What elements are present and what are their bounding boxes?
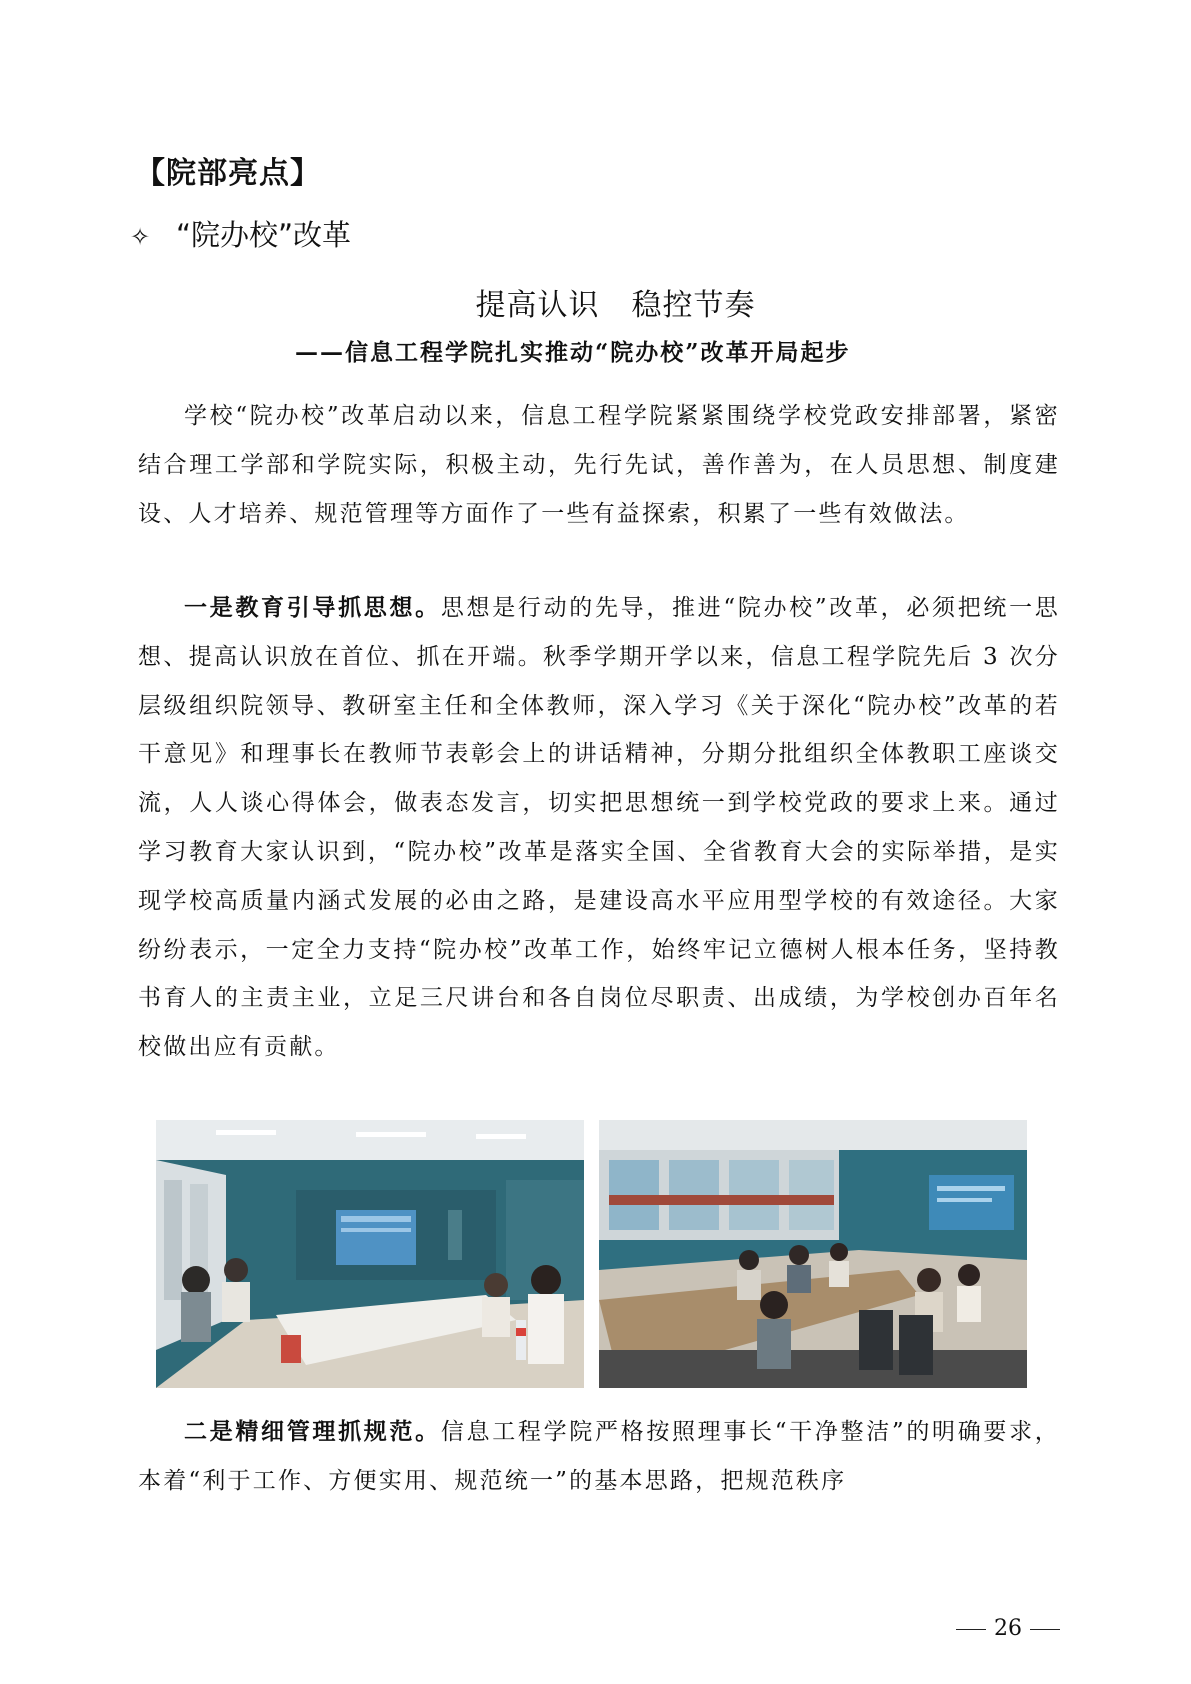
article-subtitle: ——信息工程学院扎实推动“院办校”改革开局起步 xyxy=(295,339,851,366)
meeting-photo-2 xyxy=(599,1120,1027,1388)
page-number-value: 26 xyxy=(994,1616,1022,1641)
meeting-photo-1 xyxy=(156,1120,584,1388)
paragraph-management xyxy=(138,1408,1060,1506)
paragraph-lead: 二是精细管理抓规范。 xyxy=(184,1418,441,1445)
article-title-part2: 稳控节奏 xyxy=(631,288,756,323)
page-number xyxy=(948,1616,1068,1641)
paragraph-education xyxy=(138,584,1060,1072)
paragraph-body: 信息工程学院严格按照理事长“干净整洁”的明确要求，本着“利于工作、方便实用、规范统一”的基本思路，把规范秩序 xyxy=(138,1419,1060,1494)
sub-item-label: “院办校”改革 xyxy=(176,218,352,252)
dash-right-icon xyxy=(1030,1629,1060,1630)
paragraph-body: 思想是行动的先导，推进“院办校”改革，必须把统一思想、提高认识放在首位、抓在开端。秋季学期开学以来，信息工程学院先后 3 次分层级组织院领导、教研室主任和全体教师，深入学习《关于深化“院办校”改革的若干意见》和理事长在教师节表彰会上的讲话精神，分期分批组织全体教职工座谈交流，人人谈心得体会，做表态发言，切实把思想统一到学校党政的要求上来。通过学习教育大家认识到，“院办校”改革是落实全国、全省教育大会的实际举措，是实现学校高质量内涵式发展的必由之路，是建设高水平应用型学校的有效途径。大家纷纷表示，一定全力支持“院办校”改革工作，始终牢记立德树人根本任务，坚持教书育人的主责主业，立足三尺讲台和各自岗位尽职责、出成绩，为学校创办百年名校做出应有贡献。 xyxy=(138,595,1060,1061)
diamond-bullet-icon: ✧ xyxy=(130,223,151,251)
article-title xyxy=(0,280,1191,324)
article-title-part1: 提高认识 xyxy=(475,288,600,323)
intro-paragraph: 学校“院办校”改革启动以来，信息工程学院紧紧围绕学校党政安排部署，紧密结合理工学部和学院实际，积极主动，先行先试，善作善为，在人员思想、制度建设、人才培养、规范管理等方面作了一些有益探索，积累了一些有效做法。 xyxy=(138,403,1060,527)
paragraph-lead: 一是教育引导抓思想。 xyxy=(184,594,441,621)
section-heading: 【院部亮点】 xyxy=(135,156,321,191)
dash-left-icon xyxy=(956,1629,986,1630)
sub-item-heading xyxy=(130,213,351,254)
